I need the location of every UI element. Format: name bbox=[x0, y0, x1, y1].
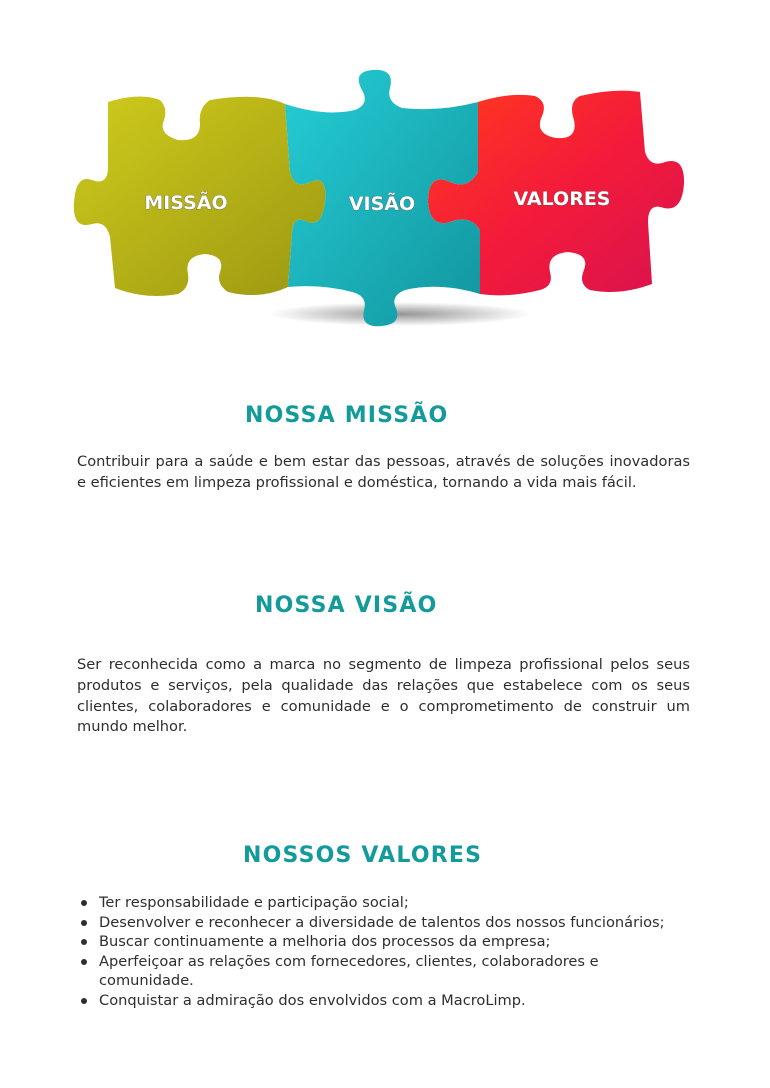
list-item-text: Buscar continuamente a melhoria dos processos da empresa; bbox=[99, 933, 551, 951]
list-item-text: Conquistar a admiração dos envolvidos com a MacroLimp. bbox=[99, 991, 526, 1009]
valores-label: VALORES bbox=[513, 188, 611, 210]
list-item bbox=[77, 991, 727, 1011]
list-item-text: Ter responsabilidade e participação social; bbox=[99, 894, 409, 911]
list-item-text: Aperfeiçoar as relações com fornecedores, clientes, colaboradores e comunidade. bbox=[99, 952, 599, 990]
values-list bbox=[77, 893, 727, 1011]
list-item bbox=[77, 932, 727, 952]
mission-vision-values-banner bbox=[60, 62, 710, 342]
bullet-icon bbox=[81, 920, 87, 926]
bullet-icon bbox=[81, 939, 87, 945]
missao-label: MISSÃO bbox=[144, 192, 228, 214]
visao-label: VISÃO bbox=[348, 193, 416, 215]
vision-text: Ser reconhecida como a marca no segmento de limpeza profissional pelos seus produtos e serviços, pela qualidade das relações que estabelece com os seus clientes, colaboradores e comunidade e o comprometimento de construir um mundo melhor. bbox=[77, 656, 690, 736]
bullet-icon bbox=[81, 959, 87, 965]
list-item bbox=[77, 893, 727, 913]
list-item bbox=[77, 913, 727, 933]
mission-text: Contribuir para a saúde e bem estar das pessoas, através de soluções inovadoras e eficientes em limpeza profissional e doméstica, tornando a vida mais fácil. bbox=[77, 453, 690, 491]
list-item bbox=[77, 952, 659, 991]
vision-heading: NOSSA VISÃO bbox=[255, 593, 438, 618]
bullet-icon bbox=[81, 998, 87, 1004]
mission-heading: NOSSA MISSÃO bbox=[245, 403, 449, 428]
bullet-icon bbox=[81, 900, 87, 906]
values-heading: NOSSOS VALORES bbox=[243, 843, 483, 868]
list-item-text: Desenvolver e reconhecer a diversidade de talentos dos nossos funcionários; bbox=[99, 913, 665, 931]
